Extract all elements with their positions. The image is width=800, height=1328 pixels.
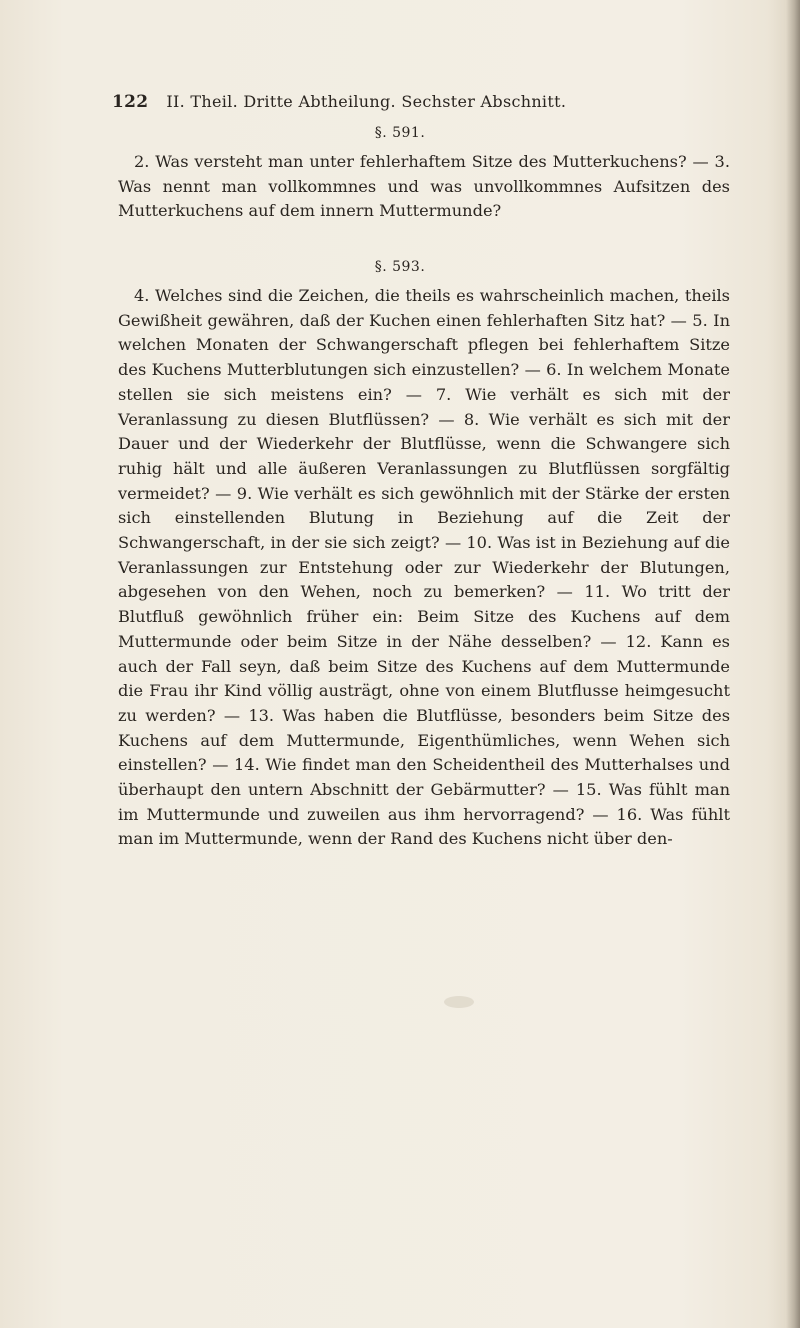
page-edge-shadow xyxy=(786,0,800,1328)
page-header xyxy=(112,92,712,112)
page-number: 122 xyxy=(112,92,149,112)
section-text-593: 4. Welches sind die Zeichen, die theils es wahrscheinlich machen, theils Gewißheit gewähren, daß der Kuchen einen fehlerhaften Sitz hat? — 5. In welchen Monaten der Schwangerschaft pflegen bei fehlerhaftem Sitze des Kuchens Mutterblutungen sich einzustellen? — 6. In welchem Monate stellen sie sich meistens ein? — 7. Wie verhält es sich mit der Veranlassung zu diesen Blutflüssen? — 8. Wie verhält es sich mit der Dauer und der Wiederkehr der Blutflüsse, wenn die Schwangere sich ruhig hält und alle äußeren Veranlassungen zu Blutflüssen sorgfältig vermeidet? — 9. Wie verhält es sich gewöhnlich mit der Stärke der ersten sich einstellenden Blutung in Beziehung auf die Zeit der Schwangerschaft, in der sie sich zeigt? — 10. Was ist in Beziehung auf die Veranlassungen zur Entstehung oder zur Wiederkehr der Blutungen, abgesehen von den Wehen, noch zu bemerken? — 11. Wo tritt der Blutfluß gewöhnlich früher ein: Beim Sitze des Kuchens auf dem Muttermunde oder beim Sitze in der Nähe desselben? — 12. Kann es auch der Fall seyn, daß beim Sitze des Kuchens auf dem Muttermunde die Frau ihr Kind völlig austrägt, ohne von einem Blutflusse heimgesucht zu werden? — 13. Was haben die Blutflüsse, besonders beim Sitze des Kuchens auf dem Muttermunde, Eigenthümliches, wenn Wehen sich einstellen? — 14. Wie findet man den Scheidentheil des Mutterhalses und überhaupt den untern Abschnitt der Gebärmutter? — 15. Was fühlt man im Muttermunde und zuweilen aus ihm hervorragend? — 16. Was fühlt man im Muttermunde, wenn der Rand des Kuchens nicht über den- xyxy=(118,286,730,849)
section-heading-591: §. 591. xyxy=(374,125,426,141)
section-text-591: 2. Was versteht man unter fehlerhaftem Sitze des Mutterkuchens? — 3. Was nennt man vollkommnes und was unvollkommnes Aufsitzen des Mutterkuchens auf dem innern Muttermunde? xyxy=(118,152,730,221)
paper-stain xyxy=(444,996,474,1008)
running-head: II. Theil. Dritte Abtheilung. Sechster Abschnitt. xyxy=(166,92,567,111)
section-heading-593: §. 593. xyxy=(374,259,426,275)
